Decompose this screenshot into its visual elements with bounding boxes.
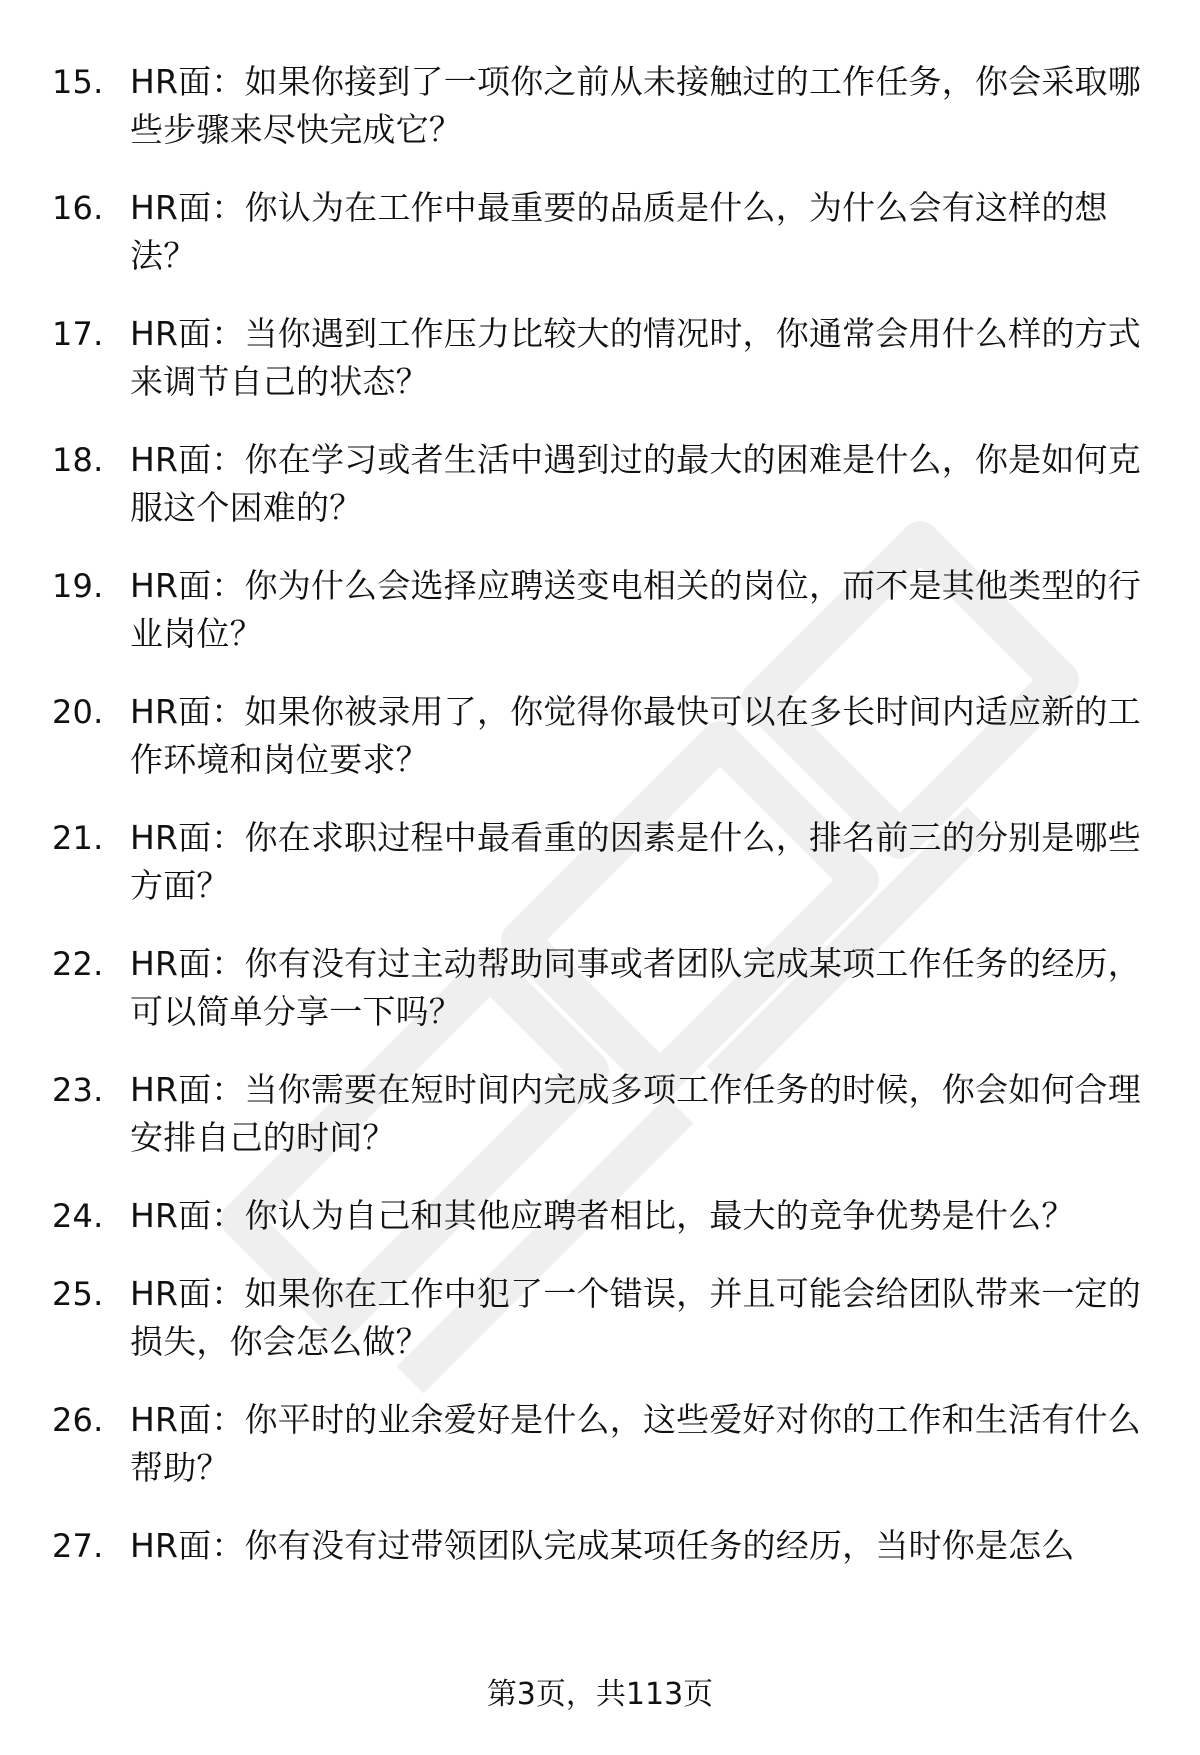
question-item-20 [52, 688, 1162, 814]
question-item-23 [52, 1066, 1162, 1192]
question-number: 19. [52, 567, 104, 605]
question-text: HR面：你认为在工作中最重要的品质是什么，为什么会有这样的想法？ [130, 188, 1108, 275]
question-text: HR面：你平时的业余爱好是什么，这些爱好对你的工作和生活有什么帮助？ [130, 1400, 1141, 1487]
question-number: 21. [52, 819, 104, 857]
question-item-22 [52, 940, 1162, 1066]
question-item-18 [52, 436, 1162, 562]
question-text: HR面：如果你接到了一项你之前从未接触过的工作任务，你会采取哪些步骤来尽快完成它？ [130, 62, 1141, 149]
question-item-25 [52, 1270, 1162, 1396]
question-number: 23. [52, 1071, 104, 1109]
question-item-17 [52, 310, 1162, 436]
question-item-16 [52, 184, 1162, 310]
question-item-27 [52, 1522, 1162, 1582]
question-item-21 [52, 814, 1162, 940]
question-text: HR面：你认为自己和其他应聘者相比，最大的竞争优势是什么？ [130, 1196, 1075, 1235]
question-number: 20. [52, 693, 104, 731]
question-item-24 [52, 1192, 1162, 1270]
question-text: HR面：你在学习或者生活中遇到过的最大的困难是什么，你是如何克服这个困难的？ [130, 440, 1141, 527]
question-item-26 [52, 1396, 1162, 1522]
question-text: HR面：当你遇到工作压力比较大的情况时，你通常会用什么样的方式来调节自己的状态？ [130, 314, 1141, 401]
question-text: HR面：你在求职过程中最看重的因素是什么，排名前三的分别是哪些方面？ [130, 818, 1141, 905]
question-number: 25. [52, 1275, 104, 1313]
question-text: HR面：如果你在工作中犯了一个错误，并且可能会给团队带来一定的损失，你会怎么做？ [130, 1274, 1141, 1361]
question-number: 24. [52, 1197, 104, 1235]
question-number: 27. [52, 1527, 104, 1565]
question-text: HR面：当你需要在短时间内完成多项工作任务的时候，你会如何合理安排自己的时间？ [130, 1070, 1141, 1157]
question-number: 22. [52, 945, 104, 983]
question-text: HR面：你有没有过主动帮助同事或者团队完成某项工作任务的经历，可以简单分享一下吗？ [130, 944, 1141, 1031]
question-number: 15. [52, 63, 104, 101]
question-text: HR面：如果你被录用了，你觉得你最快可以在多长时间内适应新的工作环境和岗位要求？ [130, 692, 1141, 779]
question-item-19 [52, 562, 1162, 688]
question-number: 17. [52, 315, 104, 353]
question-text: HR面：你有没有过带领团队完成某项任务的经历，当时你是怎么 [130, 1526, 1075, 1565]
page-number-footer: 第3页，共113页 [486, 1677, 714, 1712]
question-list [52, 58, 1162, 1582]
question-text: HR面：你为什么会选择应聘送变电相关的岗位，而不是其他类型的行业岗位？ [130, 566, 1141, 653]
question-number: 26. [52, 1401, 104, 1439]
question-number: 16. [52, 189, 104, 227]
question-number: 18. [52, 441, 104, 479]
question-item-15 [52, 58, 1162, 184]
